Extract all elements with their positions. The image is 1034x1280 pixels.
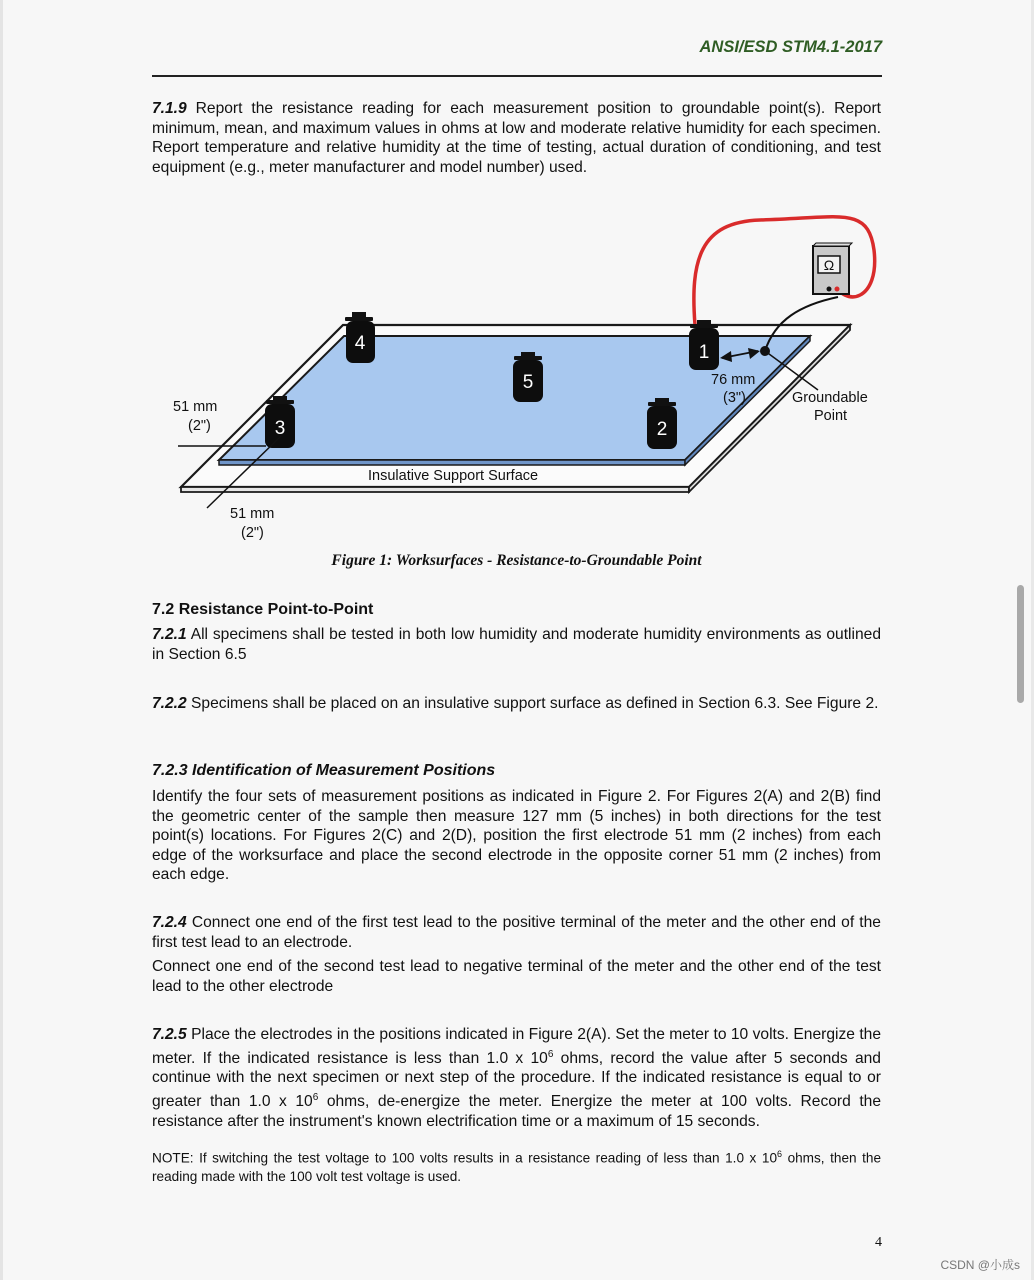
weight-number: 5	[522, 372, 534, 393]
exponent: 6	[312, 1091, 319, 1103]
outer-worksurface-edge	[181, 487, 689, 492]
page-number: 4	[875, 1235, 882, 1250]
dim-76-in: (3")	[723, 390, 746, 406]
weight-3	[265, 396, 295, 448]
groundable-label-2: Point	[814, 408, 848, 424]
scrollbar-thumb[interactable]	[1017, 585, 1024, 703]
section-text: Place the electrodes in the positions indicated in Figure 2(A). Set the meter to 10 volts. Energize the meter. If the indicated resistance is less than 1.0 x 10	[152, 1026, 881, 1067]
weight-5	[513, 352, 543, 402]
groundable-label-1: Groundable	[792, 390, 868, 406]
section-text: Report the resistance reading for each measurement position to groundable point(s). Report minimum, mean, and maximum values in ohms at low and moderate relative humidity for each specimen. Report temperature and relative humidity at the time of testing, actual duration of conditioning, and test equipment (e.g., meter manufacturer and model number) used.	[152, 100, 881, 176]
section-text: Specimens shall be placed on an insulative support surface as defined in Section 6.3. See Figure 2.	[191, 695, 879, 712]
exponent: 6	[547, 1048, 554, 1060]
section-7-2-3-text: Identify the four sets of measurement positions as indicated in Figure 2. For Figures 2(A) and 2(B) find the geometric center of the sample then measure 127 mm (5 inches) in both directions for the test point(s) locations. For Figures 2(C) and 2(D), position the first electrode 51 mm (2 inches) from each edge of the worksurface and place the second electrode in the opposite corner 51 mm (2 inches) from each edge.	[152, 788, 881, 884]
note-text: NOTE: If switching the test voltage to 100 volts results in a resistance reading of less than 1.0 x 10	[152, 1150, 778, 1166]
section-heading-7-2-3: 7.2.3 Identification of Measurement Positions	[152, 762, 496, 779]
dim-bottom-51-in: (2")	[241, 525, 264, 541]
section-number: 7.2.4	[152, 914, 187, 931]
figure-1-diagram	[0, 0, 1034, 560]
watermark: CSDN @小成s	[940, 1258, 1020, 1272]
insulative-surface-label: Insulative Support Surface	[368, 468, 539, 484]
section-number: 7.2.2	[152, 695, 187, 712]
dim-bottom-51-mm: 51 mm	[230, 506, 275, 522]
weight-2	[647, 398, 677, 449]
weight-number: 1	[698, 342, 710, 363]
section-text: ohms, de-energize the meter. Energize the meter at 100 volts. Record the resistance after the instrument's known electrification time or a maximum of 15 seconds.	[152, 1093, 881, 1130]
section-7-2-5	[152, 1025, 881, 1131]
weight-number: 3	[274, 418, 286, 439]
section-7-2-1	[152, 625, 881, 664]
dim-left-51-mm: 51 mm	[173, 399, 218, 415]
section-number: 7.1.9	[152, 100, 187, 117]
weight-1	[689, 320, 719, 370]
section-text: All specimens shall be tested in both low humidity and moderate humidity environments as outlined in Section 6.5	[152, 626, 881, 663]
dim-76-mm: 76 mm	[711, 372, 756, 388]
figure-caption: Figure 1: Worksurfaces - Resistance-to-Groundable Point	[331, 552, 702, 569]
section-number: 7.2.5	[152, 1026, 187, 1043]
weight-number: 4	[354, 333, 366, 354]
specimen-edge	[219, 460, 685, 465]
section-7-2-2	[152, 694, 881, 714]
section-heading-7-2: 7.2 Resistance Point-to-Point	[152, 601, 374, 618]
section-number: 7.2.1	[152, 626, 187, 643]
note	[152, 1145, 881, 1186]
exponent: 6	[777, 1149, 783, 1159]
section-7-2-4	[152, 913, 881, 952]
section-text: Connect one end of the first test lead to the positive terminal of the meter and the other end of the first test lead to an electrode.	[152, 914, 881, 951]
section-7-2-4-continued: Connect one end of the second test lead to negative terminal of the meter and the other end of the test lead to the other electrode	[152, 958, 881, 995]
weight-4	[345, 312, 375, 363]
note-text: ohms, then the reading made with the 100 volt test voltage is used.	[152, 1150, 882, 1184]
ohm-meter	[813, 243, 852, 294]
dim-left-51-in: (2")	[188, 418, 211, 434]
section-text: ohms, record the value after 5 seconds and continue with the next specimen or next step of the procedure. If the indicated resistance is equal to or greater than 1.0 x 10	[152, 1049, 881, 1111]
ohm-symbol: Ω	[823, 257, 835, 273]
document-standard-title: ANSI/ESD STM4.1-2017	[699, 38, 882, 56]
weight-number: 2	[656, 419, 668, 440]
